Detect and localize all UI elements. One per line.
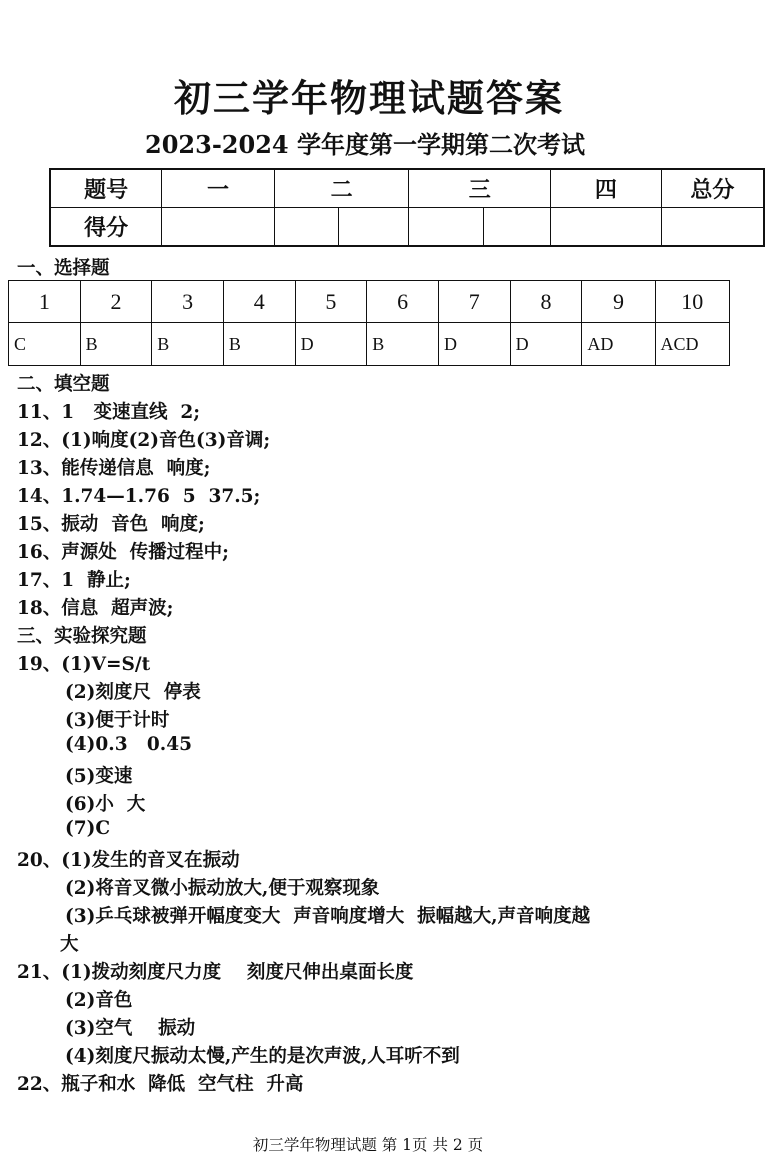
answer-subline: (4)0.3 0.45 (65, 734, 192, 755)
answer-line: 11、1 变速直线 2; (17, 402, 201, 423)
answer-cell: D (438, 323, 510, 366)
score-blank-cell (162, 208, 275, 247)
question-number-cell: 1 (9, 281, 81, 323)
section-heading-fill: 二、填空题 (17, 374, 110, 395)
answer-line: 17、1 静止; (17, 570, 131, 591)
answer-cell: D (510, 323, 582, 366)
answer-subline: (2)刻度尺 停表 (65, 682, 201, 703)
answer-line: 13、能传递信息 响度; (17, 458, 211, 479)
answer-cell: D (295, 323, 367, 366)
score-header-cell: 四 (551, 169, 662, 208)
answer-subline: (4)刻度尺振动太慢,产生的是次声波,人耳听不到 (65, 1046, 460, 1067)
score-blank-cell (551, 208, 662, 247)
score-blank-cell (409, 208, 484, 247)
section-heading-experiment: 三、实验探究题 (17, 626, 147, 647)
score-header-cell: 一 (162, 169, 275, 208)
answer-subline: (2)将音叉微小振动放大,便于观察现象 (65, 878, 380, 899)
answer-subline: (3)空气 振动 (65, 1018, 196, 1039)
score-blank-cell (484, 208, 551, 247)
question-number-cell: 8 (510, 281, 582, 323)
score-table-header-row (50, 169, 764, 208)
answer-cell: B (80, 323, 152, 366)
answer-line: 12、(1)响度(2)音色(3)音调; (17, 430, 271, 451)
answer-cell: C (9, 323, 81, 366)
score-header-cell: 总分 (661, 169, 764, 208)
score-table-score-row (50, 208, 764, 247)
answer-line: 14、1.74—1.76 5 37.5; (17, 486, 261, 507)
answer-cell: AD (582, 323, 655, 366)
page-title: 初三学年物理试题答案 (174, 76, 564, 120)
section-heading-choice: 一、选择题 (17, 258, 110, 279)
score-header-cell: 三 (409, 169, 551, 208)
score-blank-cell (661, 208, 764, 247)
question-number-row (9, 281, 730, 323)
question-number-cell: 4 (223, 281, 295, 323)
answer-cell: B (367, 323, 439, 366)
answer-cell: B (152, 323, 224, 366)
score-table (49, 168, 765, 247)
choice-answer-table (8, 280, 730, 366)
page-footer: 初三学年物理试题 第 1页 共 2 页 (252, 1136, 484, 1154)
question-number-cell: 6 (367, 281, 439, 323)
answer-cell: B (223, 323, 295, 366)
answer-subline: (7)C (65, 818, 111, 839)
score-label-cell: 得分 (50, 208, 162, 247)
answer-line: 19、(1)V=S/t (17, 654, 151, 675)
score-blank-cell (274, 208, 338, 247)
score-blank-cell (338, 208, 409, 247)
score-header-cell: 二 (274, 169, 409, 208)
score-header-cell: 题号 (50, 169, 162, 208)
answer-line: 22、瓶子和水 降低 空气柱 升高 (17, 1074, 304, 1095)
answer-subline: (2)音色 (65, 990, 133, 1011)
answer-line: 20、(1)发生的音叉在振动 (17, 850, 240, 871)
exam-subtitle: 2023-2024 学年度第一学期第二次考试 (145, 130, 585, 159)
answer-subline: (3)乒乓球被弹开幅度变大 声音响度增大 振幅越大,声音响度越 (65, 906, 591, 927)
question-number-cell: 5 (295, 281, 367, 323)
answer-row (9, 323, 730, 366)
question-number-cell: 9 (582, 281, 655, 323)
question-number-cell: 2 (80, 281, 152, 323)
answer-line: 16、声源处 传播过程中; (17, 542, 229, 563)
question-number-cell: 7 (438, 281, 510, 323)
answer-wrap-line: 大 (60, 934, 79, 955)
question-number-cell: 10 (655, 281, 729, 323)
answer-line: 15、振动 音色 响度; (17, 514, 205, 535)
answer-subline: (5)变速 (65, 766, 133, 787)
answer-subline: (6)小 大 (65, 794, 146, 815)
answer-subline: (3)便于计时 (65, 710, 170, 731)
answer-line: 18、信息 超声波; (17, 598, 174, 619)
question-number-cell: 3 (152, 281, 224, 323)
answer-line: 21、(1)拨动刻度尺力度 刻度尺伸出桌面长度 (17, 962, 414, 983)
answer-cell: ACD (655, 323, 729, 366)
